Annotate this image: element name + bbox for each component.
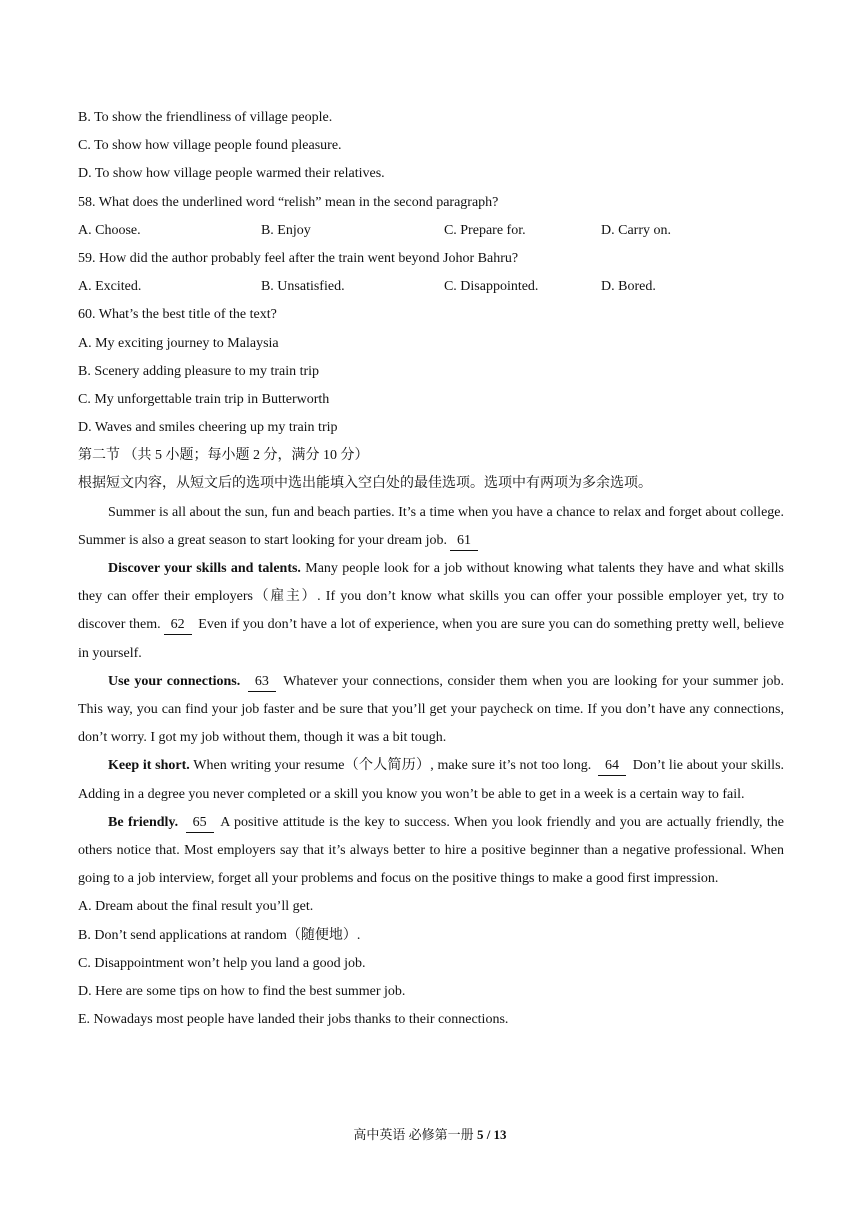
q58-option-b: B. Enjoy <box>260 222 311 238</box>
page-footer <box>0 1124 860 1143</box>
blank-64: 64 <box>598 757 626 776</box>
section-instruction: 根据短文内容，从短文后的选项中选出能填入空白处的最佳选项。选项中有两项为多余选项。 <box>78 476 652 492</box>
q60-option-b: B. Scenery adding pleasure to my train trip <box>78 363 320 379</box>
question-58-stem: 58. What does the underlined word “relish” mean in the second paragraph? <box>78 194 499 210</box>
question-58-options <box>78 217 784 245</box>
blank-61: 61 <box>450 532 478 551</box>
p5-heading: Be friendly. <box>108 814 179 830</box>
footer-label: 高中英语 必修第一册 <box>353 1127 477 1142</box>
q59-option-d: D. Bored. <box>601 279 656 295</box>
passage-paragraph-3 <box>78 668 784 753</box>
blank-65: 65 <box>186 814 214 833</box>
p3-text-b: Whatever your connections, consider them when you are looking for your summer job. This way, you can find your job faster and be sure that you’ll get your paycheck on time. If you don’t have any connections, don’t worry. I got my job without them, though it was a bit tough. <box>78 673 784 746</box>
document-body <box>78 104 784 1034</box>
question-59-options <box>78 273 784 301</box>
question-60-stem: 60. What’s the best title of the text? <box>78 307 277 323</box>
passage-paragraph-5 <box>78 809 784 894</box>
p3-heading: Use your connections. <box>108 673 241 689</box>
choice-e: E. Nowadays most people have landed their jobs thanks to their connections. <box>78 1012 509 1028</box>
p1-text: Summer is all about the sun, fun and beach parties. It’s a time when you have a chance to relax and forget about college. Summer is also a great season to start looking for your dream job. <box>78 504 784 548</box>
q60-option-d: D. Waves and smiles cheering up my train trip <box>78 420 338 436</box>
choice-c: C. Disappointment won’t help you land a good job. <box>78 955 366 971</box>
section-heading: 第二节 （共 5 小题；每小题 2 分，满分 10 分） <box>78 448 369 464</box>
option-b-previous-question: B. To show the friendliness of village people. <box>78 110 333 125</box>
blank-63: 63 <box>248 673 276 692</box>
blank-62: 62 <box>164 616 192 635</box>
p4-text-a: When writing your resume（个人简历）, make sure it’s not too long. <box>189 758 592 774</box>
p4-heading: Keep it short. <box>108 758 190 774</box>
p5-text-b: A positive attitude is the key to success. When you look friendly and you are actually friendly, the others notice that. Most employers say that it’s always better to hire a positive beginner than a negative professional. When going to a job interview, forget all your problems and focus on the positive things to make a good first impression. <box>78 814 784 887</box>
choice-a: A. Dream about the final result you’ll get. <box>78 899 314 915</box>
q58-option-d: D. Carry on. <box>601 222 672 238</box>
passage-paragraph-4 <box>78 752 784 808</box>
p4-text-b: Don’t lie about your skills. Adding in a degree you never completed or a skill you know you won’t be able to get in a week is a certain way to fail. <box>78 758 785 802</box>
page-number: 5 / 13 <box>476 1127 507 1142</box>
q59-option-b: B. Unsatisfied. <box>260 279 345 295</box>
option-c-previous-question: C. To show how village people found pleasure. <box>78 138 342 154</box>
passage-paragraph-2 <box>78 555 784 668</box>
p2-text-b: Even if you don’t have a lot of experience, when you are sure you can do something pretty well, believe in yourself. <box>78 617 784 661</box>
q60-option-a: A. My exciting journey to Malaysia <box>78 335 279 351</box>
choice-b: B. Don’t send applications at random（随便地）. <box>78 927 361 943</box>
question-59-stem: 59. How did the author probably feel after the train went beyond Johor Bahru? <box>78 250 519 266</box>
q60-option-c: C. My unforgettable train trip in Butterworth <box>78 391 330 407</box>
choice-d: D. Here are some tips on how to find the best summer job. <box>78 984 406 1000</box>
q58-option-c: C. Prepare for. <box>443 222 526 238</box>
q59-option-c: C. Disappointed. <box>443 279 539 295</box>
p2-text-a: Many people look for a job without knowing what talents they have and what skills they can offer their employers（雇主）. If you don’t know what skills you can offer your possible employer yet, try to discover them. <box>78 561 785 633</box>
option-d-previous-question: D. To show how village people warmed their relatives. <box>78 166 385 182</box>
passage-paragraph-1 <box>78 499 784 555</box>
q59-option-a: A. Excited. <box>78 279 142 295</box>
p2-heading: Discover your skills and talents. <box>108 561 301 577</box>
q58-option-a: A. Choose. <box>78 222 141 238</box>
